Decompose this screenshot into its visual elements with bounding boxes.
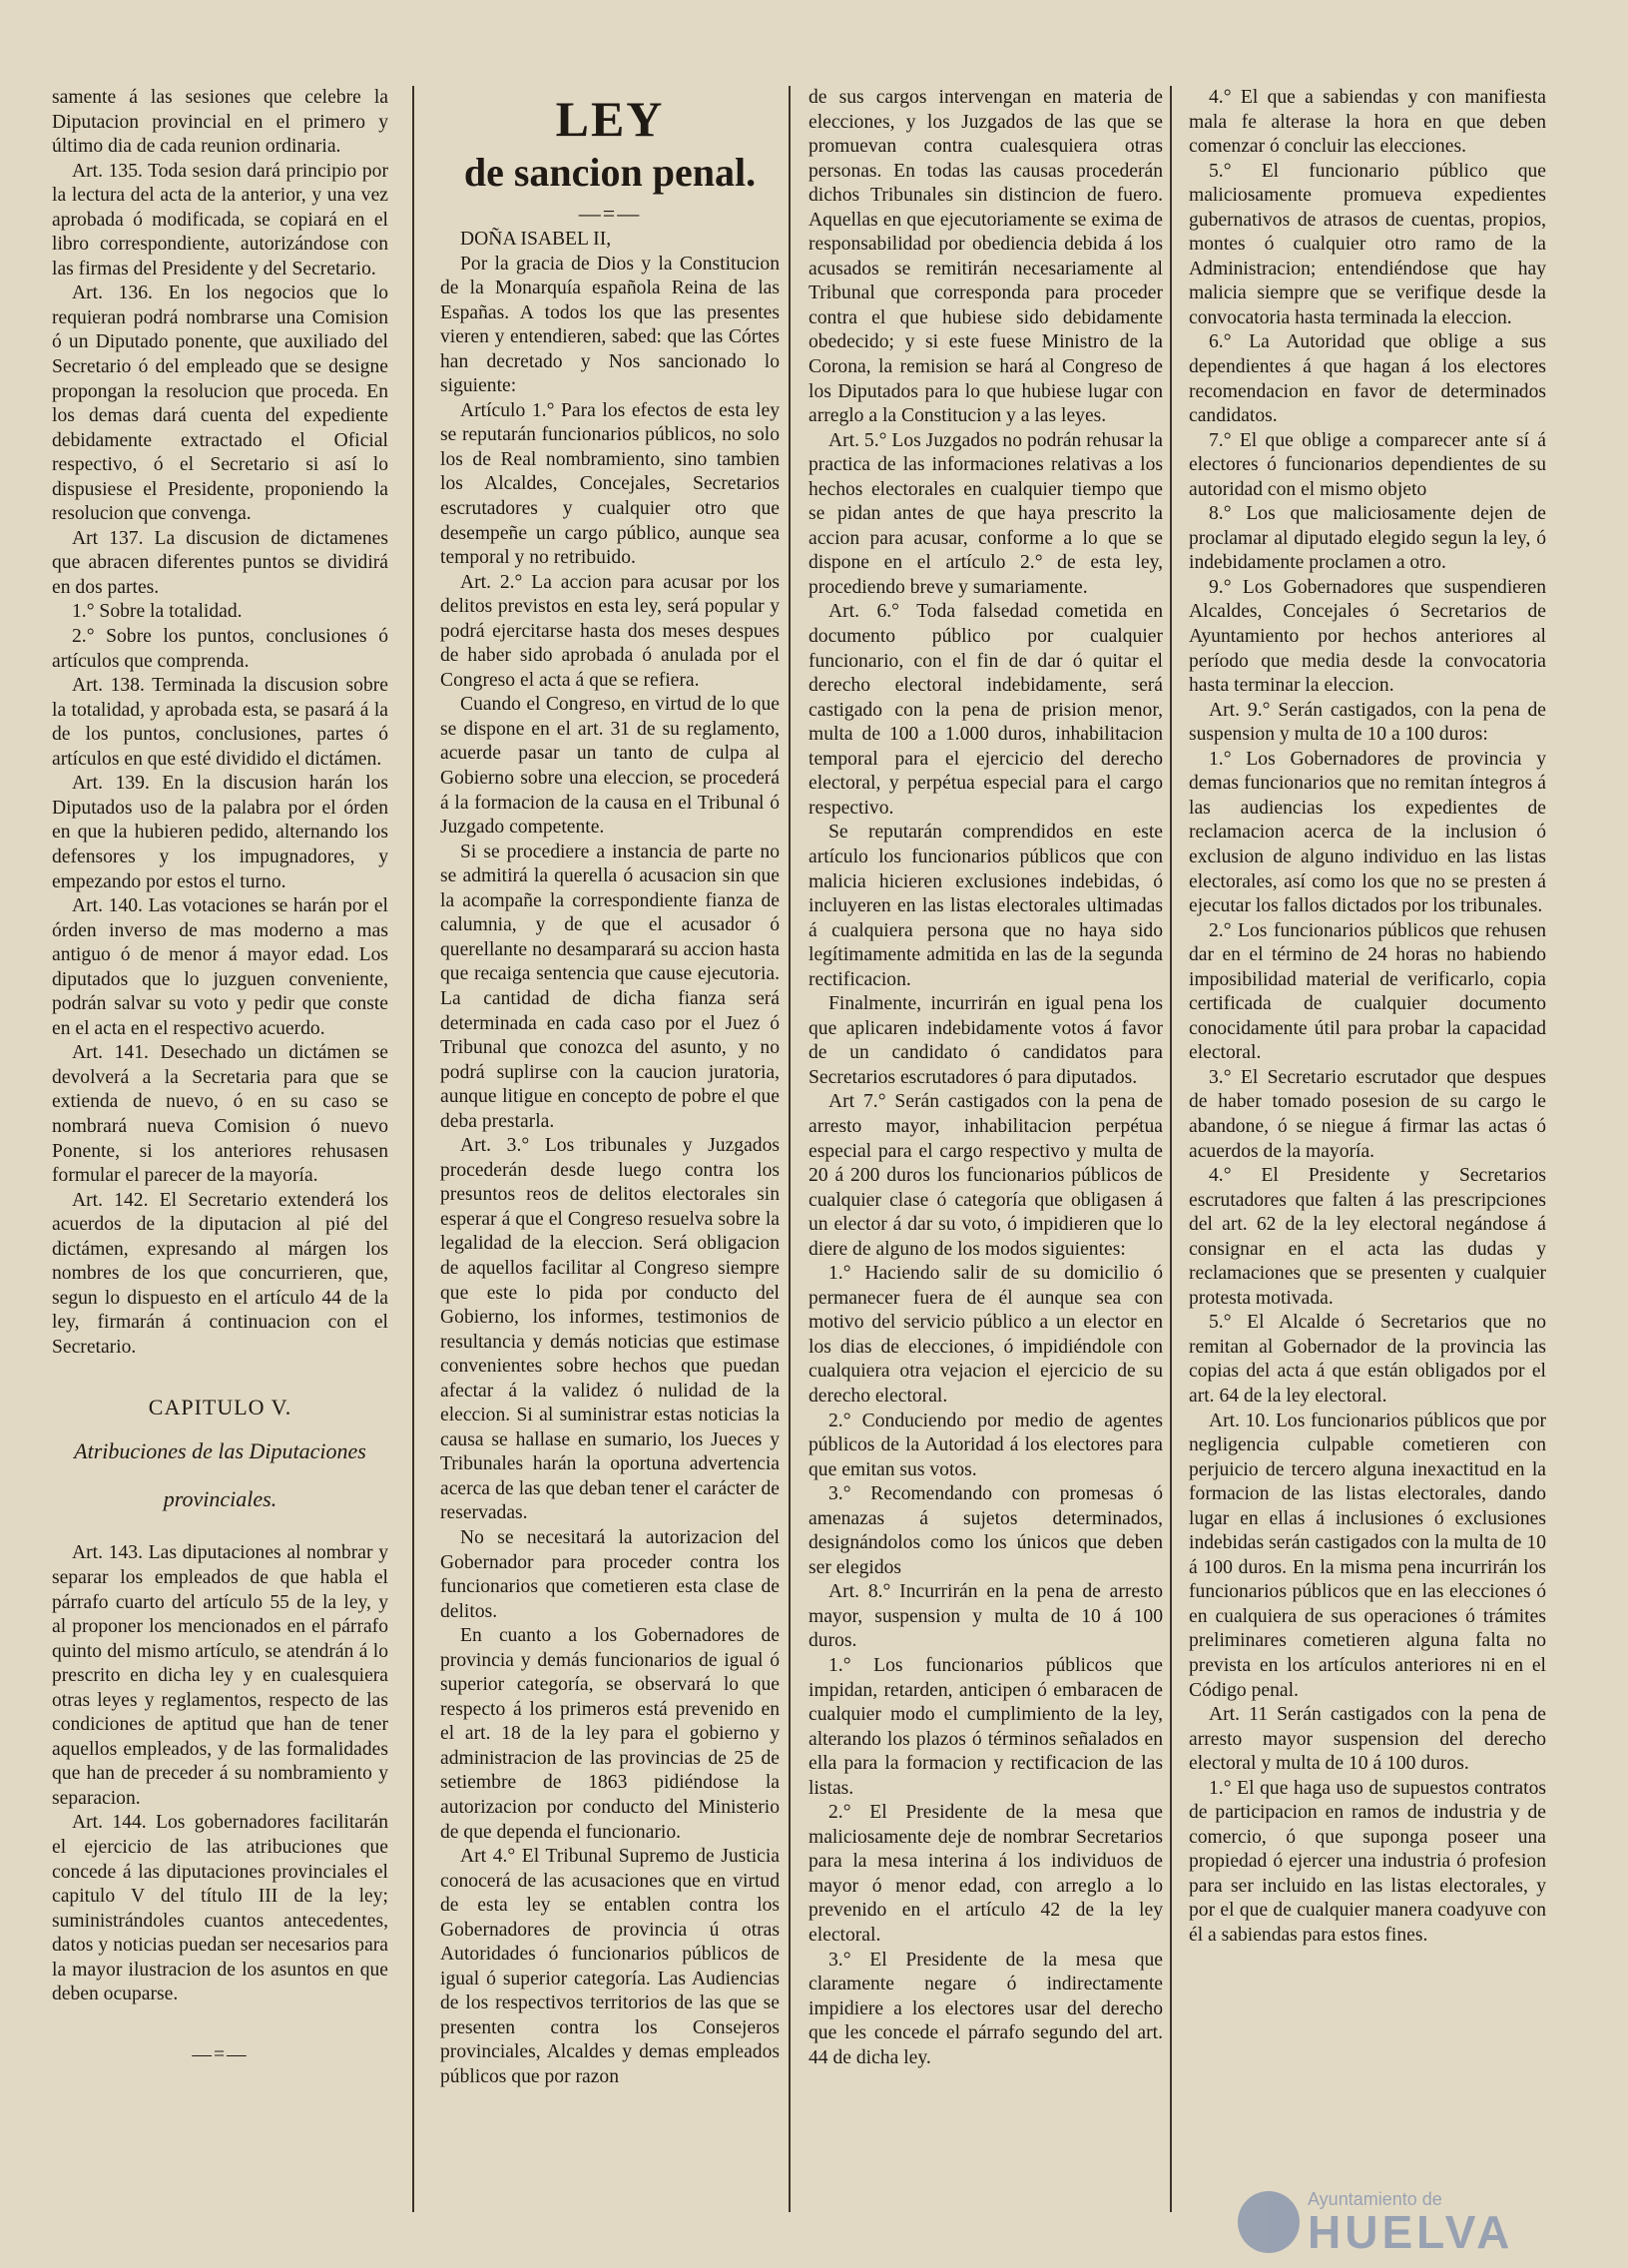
title-separator: —=— <box>578 201 642 226</box>
article-8-item-5: 5.° El funcionario público que maliciosamente promueva expedientes gubernativos de atrasos de cuentas, propios, montes ó cualquier otro ramo de la Administracion; entendiéndose que hay malicia siempre que se verifique desde la convocatoria hasta terminada la eleccion. <box>1189 160 1546 328</box>
article-10: Art. 10. Los funcionarios públicos que por negligencia culpable cometieren con perjuicio de tercero alguna inexactitud en la formacion de las listas electorales, dando lugar en ellas á inclusiones ó exclusiones indebidas serán castigados con la multa de 10 á 100 duros. En la misma pena incurrirán los funcionarios públicos que en las elecciones ó en cualquiera de sus operaciones ó trámites preliminares cometieren alguna falta no prevista en los artículos anteriores ni en el Código penal. <box>1189 1410 1546 1701</box>
article-7: Art 7.° Serán castigados con la pena de arresto mayor, inhabilitacion perpétua especial para el cargo respectivo y multa de 20 á 200 duros los funcionarios públicos de cualquier clase ó categoría que obligasen á un elector á dar su voto, ó impidieren que lo diere de alguno de los modos siguientes: <box>809 1091 1163 1260</box>
paragraph: Si se procediere a instancia de parte no se admitirá la querella ó acusacion sin que la acompañe la correspondiente fianza de calumnia, y de que el acusador ó querellante no desamparará su accion hasta que recaiga sentencia que cause ejecutoria. La cantidad de dicha fianza será determinada en cada caso por el Juez ó Tribunal que conozca del asunto, y no podrá suplirse con la caucion juratoria, aunque litigue en concepto de pobre el que deba prestarla. <box>440 841 780 1132</box>
article-8-item-1: 1.° Los funcionarios públicos que impidan, retarden, anticipen ó embaracen de cualquier modo el cumplimiento de la ley, alterando los plazos ó términos señalados en ella para la formacion y rectificacion de las listas. <box>809 1655 1163 1799</box>
article-9: Art. 9.° Serán castigados, con la pena de suspension y multa de 10 a 100 duros: <box>1189 699 1546 746</box>
law-subtitle: de sancion penal. <box>463 150 757 195</box>
article-135: Art. 135. Toda sesion dará principio por la lectura del acta de la anterior, y una vez aprobada ó modificada, se copiará en el libro correspondiente, autorizándose con las firmas del Presidente y del Secretario. <box>52 160 388 280</box>
column-4 <box>1189 86 1546 2213</box>
article-142: Art. 142. El Secretario extenderá los acuerdos de la diputacion al pié del dictámen, expresando al márgen los nombres de los que concurrieren, que, segun lo dispuesto en el artículo 44 de la ley, firmarán á continuacion con el Secretario. <box>52 1189 388 1358</box>
article-9-item-5: 5.° El Alcalde ó Secretarios que no remitan al Gobernador de la provincia las copias del acta á que están obligados por el art. 64 de la ley electoral. <box>1189 1312 1546 1407</box>
article-8-item-8: 8.° Los que maliciosamente dejen de proclamar al diputado elegido segun la ley, ó indebidamente proclamen a otro. <box>1189 503 1546 574</box>
paragraph: Cuando el Congreso, en virtud de lo que se dispone en el art. 31 de su reglamento, acuerde pasar un tanto de culpa al Gobierno sobre una eleccion, se procederá á la formacion de la causa en el Tribunal ó Juzgado competente. <box>440 694 780 839</box>
article-143: Art. 143. Las diputaciones al nombrar y separar los empleados de que habla el párrafo cuarto del artículo 55 de la ley, y al proponer los mencionados en el párrafo quinto del mismo artículo, se atendrán á lo prescrito en dicha ley y en cualesquiera otras leyes y reglamentos, respecto de las condiciones de aptitud que han de tener aquellos empleados, y de las formalidades que han de preceder á su nombramiento y separacion. <box>52 1542 388 1809</box>
column-1 <box>52 86 388 2213</box>
article-137-item-2: 2.° Sobre los puntos, conclusiones ó artículos que comprenda. <box>52 626 388 672</box>
article-8-item-6: 6.° La Autoridad que oblige a sus dependientes á que hagan á los electores recomendacion en favor de determinados candidatos. <box>1189 331 1546 427</box>
paragraph: Finalmente, incurrirán en igual pena los que aplicaren indebidamente votos á favor de un candidato ó candidatos para Secretarios escrutadores ó para diputados. <box>809 993 1163 1088</box>
column-rule <box>412 86 414 2212</box>
article-9-item-4: 4.° El Presidente y Secretarios escrutadores que falten á las prescripciones del art. 62 de la ley electoral negándose á consignar en el acta las dudas y reclamaciones que se presenten y cualquier protesta motivada. <box>1189 1165 1546 1309</box>
law-title: LEY <box>555 91 665 147</box>
watermark-text <box>1308 2189 1514 2258</box>
article-8: Art. 8.° Incurrirán en la pena de arresto mayor, suspension y multa de 10 á 100 duros. <box>809 1581 1163 1652</box>
article-5: Art. 5.° Los Juzgados no podrán rehusar la practica de las informaciones relativas a los hechos electorales en cualquier tiempo que se pidan antes de que haya prescrito la accion para acusar, conforme a lo que se dispone en el artículo 2.° de esta ley, procediendo breve y sumariamente. <box>809 429 1163 598</box>
end-mark: —=— <box>192 2043 249 2065</box>
article-9-item-1: 1.° Los Gobernadores de provincia y demas funcionarios que no remitan íntegros á las audiencias los expedientes de reclamacion acerca de la inclusion ó exclusion de alguno individuo en las listas electorales, así como los que no se presten á ejecutar los fallos dictados por los tribunales. <box>1189 748 1546 917</box>
paragraph: No se necesitará la autorizacion del Gobernador para proceder contra los funcionarios que cometieren esta clase de delitos. <box>440 1526 780 1622</box>
article-144: Art. 144. Los gobernadores facilitarán el ejercicio de las atribuciones que concede á las diputaciones provinciales el capitulo V del título III de la ley; suministrándoles cuantos antecedentes, datos y noticias puedan ser necesarios para la mayor ilustracion de los asuntos en que deben ocuparse. <box>52 1812 388 2005</box>
column-rule <box>789 86 791 2212</box>
article-9-item-2: 2.° Los funcionarios públicos que rehusen dar en el término de 24 horas no habiendo imposibilidad material de verificarlo, copia certificada de cualquier documento conocidamente útil para probar la capacidad electoral. <box>1189 919 1546 1064</box>
article-141: Art. 141. Desechado un dictámen se devolverá a la Secretaria para que se extienda de nuevo, ó en su caso se nombrará nueva Comision ó nuevo Ponente, si los anteriores rehusasen formular el parecer de la mayoría. <box>52 1042 388 1187</box>
column-rule <box>1170 86 1172 2212</box>
article-7-item-3: 3.° Recomendando con promesas ó amenazas á sujetos determinados, designándolos como los únicos que deben ser elegidos <box>809 1483 1163 1578</box>
article-7-item-1: 1.° Haciendo salir de su domicilio ó permanecer fuera de él aunque sea con motivo del servicio público a un elector en los dias de elecciones, ó impidiéndole con cualquiera otra vejacion el ejercicio de su derecho electoral. <box>809 1263 1163 1407</box>
article-137: Art 137. La discusion de dictamenes que abracen diferentes puntos se dividirá en dos partes. <box>52 527 388 598</box>
watermark-top: Ayuntamiento de <box>1308 2189 1442 2209</box>
paragraph: de sus cargos intervengan en materia de elecciones, y los Juzgados de las que se promuevan contra cualesquiera otras personas. En todas las causas procederán dichos Tribunales sin distincion de fuero. Aquellas en que ejecutoriamente se exima de responsabilidad por obediencia debida á los acusados se remitirán necesariamente al Tribunal que corresponda para proceder contra el que hubiese sido debidamente obedecido; y si este fuese Ministro de la Corona, la remision se hará al Congreso de los Diputados para lo que hubiese lugar con arreglo a la Constitucion y a las leyes. <box>809 87 1163 427</box>
archive-watermark <box>1238 2184 1617 2260</box>
preamble: Por la gracia de Dios y la Constitucion de la Monarquía española Reina de las Españas. A todos los que las presentes vieren y entendieren, sabed: que las Córtes han decretado y Nos sancionado lo siguiente: <box>440 253 780 397</box>
article-3: Art. 3.° Los tribunales y Juzgados procederán desde luego contra los presuntos reos de delitos electorales sin esperar á que el Congreso resuelva sobre la legalidad de la eleccion. Será obligacion de aquellos facilitar al Congreso siempre que este lo pida por conducto del Gobierno, los informes, testimonios de resultancia y demás noticias que estimase convenientes sobre hechos que puedan afectar á la validez ó nulidad de la eleccion. Si al suministrar estas noticias la causa se hallase en sumario, los Jueces y Tribunales harán la oportuna advertencia acerca de las que deban tener el carácter de reservadas. <box>440 1135 780 1524</box>
article-11: Art. 11 Serán castigados con la pena de arresto mayor suspension del derecho electoral y multa de 10 á 100 duros. <box>1189 1704 1546 1775</box>
article-140: Art. 140. Las votaciones se harán por el órden inverso de mas moderno a mas antiguo ó de menor á mayor edad. Los diputados que lo juzguen conveniente, podrán salvar su voto y pedir que conste en el acta en el respectivo acuerdo. <box>52 895 388 1039</box>
article-1: Artículo 1.° Para los efectos de esta ley se reputarán funcionarios públicos, no solo los de Real nombramiento, sino tambien los Alcaldes, Concejales, Secretarios escrutadores y cualquier otro que desempeñe un cargo público, aunque sea temporal y no retribuido. <box>440 399 780 569</box>
watermark-name: HUELVA <box>1308 2206 1514 2258</box>
article-8-item-2: 2.° El Presidente de la mesa que maliciosamente deje de nombrar Secretarios para la mesa interina á los individuos de mayor ó menor edad, con arreglo a lo prevenido en el artículo 42 de la ley electoral. <box>809 1802 1163 1947</box>
article-137-item-1: 1.° Sobre la totalidad. <box>72 601 243 623</box>
city-crest-icon <box>1238 2191 1300 2253</box>
chapter-subheading: provinciales. <box>163 1486 277 1512</box>
article-7-item-2: 2.° Conduciendo por medio de agentes públicos de la Autoridad á los electores para que emitan sus votos. <box>809 1410 1163 1480</box>
paragraph: samente á las sesiones que celebre la Diputacion provincial en el primero y último dia de cada reunion ordinaria. <box>52 87 388 158</box>
paragraph: En cuanto a los Gobernadores de provincia y demás funcionarios de igual ó superior categoría, se observará lo que respecto á los primeros está prevenido en el art. 18 de la ley para el gobierno y administracion de las provincias de 25 de setiembre de 1863 pidiéndose la autorizacion por conducto del Ministerio de que dependa el funcionario. <box>440 1625 780 1843</box>
article-8-item-9: 9.° Los Gobernadores que suspendieren Alcaldes, Concejales ó Secretarios de Ayuntamiento por hechos anteriores al período que media desde la convocatoria hasta terminar la eleccion. <box>1189 576 1546 697</box>
chapter-heading: CAPITULO V. <box>148 1395 292 1420</box>
article-2: Art. 2.° La accion para acusar por los delitos previstos en esta ley, será popular y podrá ejercitarse hasta dos meses despues de haber sido aprobada ó anulada por el Congreso el acta á que se refiera. <box>440 571 780 691</box>
queen-name: DOÑA ISABEL II, <box>460 229 612 250</box>
article-8-item-3: 3.° El Presidente de la mesa que claramente negare ó indirectamente impidiere a los electores usar del derecho que les concede el párrafo segundo del art. 44 de dicha ley. <box>809 1949 1163 2068</box>
article-136: Art. 136. En los negocios que lo requieran podrá nombrarse una Comision ó un Diputado ponente, que auxiliado del Secretario ó del empleado que se designe propongan la resolucion que proceda. En los demas dará cuenta del expediente debidamente extractado el Oficial respectivo, ó el Secretario si así lo dispusiese el Presidente, proponiendo la resolucion que convenga. <box>52 283 388 525</box>
article-4: Art 4.° El Tribunal Supremo de Justicia conocerá de las acusaciones que en virtud de esta ley se entablen contra los Gobernadores de provincia ú otras Autoridades ó funcionarios públicos de igual ó superior categoría. Las Audiencias de los respectivos territorios de las que se presenten contra los Consejeros provinciales, Alcaldes y demas empleados públicos que por razon <box>440 1846 780 2088</box>
article-138: Art. 138. Terminada la discusion sobre la totalidad, y aprobada esta, se pasará á la de los puntos, conclusiones, partes ó artículos en que esté dividido el dictámen. <box>52 675 388 770</box>
article-8-item-4: 4.° El que a sabiendas y con manifiesta mala fe alterase la hora en que deben comenzar ó concluir las elecciones. <box>1189 87 1546 158</box>
chapter-subheading: Atribuciones de las Diputaciones <box>74 1438 366 1464</box>
article-6: Art. 6.° Toda falsedad cometida en documento público por cualquier funcionario, con el fin de dar ó quitar el derecho electoral indebidamente, será castigado con la pena de prision menor, multa de 100 a 1.000 duros, inhabilitacion temporal para el ejercicio del derecho electoral, y perpétua especial para el cargo respectivo. <box>809 601 1163 819</box>
article-11-item-1: 1.° El que haga uso de supuestos contratos de participacion en ramos de industria y de comercio, ó que suponga poseer una propiedad ó ejercer una industria ó profesion para ser incluido en las listas electorales, y por el que de cualquier manera coadyuve con él a sabiendas para estos fines. <box>1189 1777 1546 1947</box>
column-3 <box>809 86 1163 2213</box>
paragraph: Se reputarán comprendidos en este artículo los funcionarios públicos que con malicia hicieren exclusiones indebidas, ó incluyeren en las listas electorales ultimadas á cualquiera persona que no haya sido legítimamente admitida en las de la segunda rectificacion. <box>809 822 1163 990</box>
article-9-item-3: 3.° El Secretario escrutador que despues de haber tomado posesion de su cargo le abandone, ó se niegue á firmar las actas ó acuerdos de la mayoría. <box>1189 1066 1546 1162</box>
article-8-item-7: 7.° El que oblige a comparecer ante sí á electores ó funcionarios dependientes de su autoridad con el mismo objeto <box>1189 429 1546 500</box>
column-2 <box>440 86 780 2213</box>
article-139: Art. 139. En la discusion harán los Diputados uso de la palabra por el órden en que la hubieren pedido, alternando los defensores y los impugnadores, y empezando por estos el turno. <box>52 773 388 892</box>
